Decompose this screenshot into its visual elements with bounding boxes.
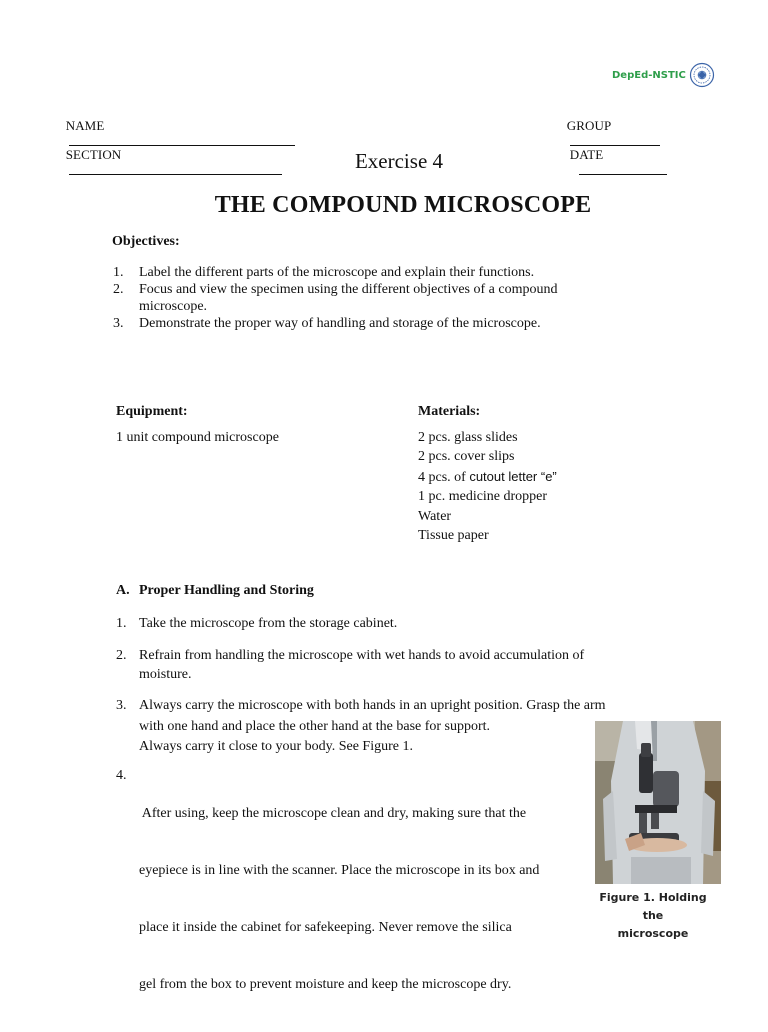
step-item — [116, 614, 397, 633]
figure-caption — [590, 889, 716, 943]
name-label: NAME — [65, 118, 105, 133]
step-number: 4. — [116, 768, 127, 783]
step-number: 1. — [116, 616, 127, 631]
step-line: gel from the box to prevent moisture and keep the microscope dry. — [139, 977, 512, 992]
objective-item — [113, 315, 613, 332]
date-label: DATE — [569, 147, 604, 162]
brand-header — [612, 62, 715, 88]
objective-item — [113, 264, 613, 281]
objective-item — [113, 281, 613, 315]
deped-logo-icon — [689, 62, 715, 88]
step-line: Always carry it close to your body. See Figure 1. — [139, 739, 413, 754]
step-line: Always carry the microscope with both hands in an upright position. Grasp the arm — [139, 698, 606, 713]
material-item: 2 pcs. glass slides — [418, 430, 518, 445]
equipment-item: 1 unit compound microscope — [116, 430, 279, 445]
materials-heading: Materials: — [418, 404, 481, 419]
material-item: Tissue paper — [418, 528, 489, 544]
material-item: Water — [418, 508, 452, 524]
step-line: place it inside the cabinet for safekeeping. Never remove the silica — [139, 920, 512, 935]
material-item: 1 pc. medicine dropper — [418, 489, 548, 505]
material-item-cutout: cutout letter “e” — [469, 468, 557, 484]
step-line: moisture. — [139, 667, 192, 682]
objectives-list — [113, 264, 613, 332]
step-number: 3. — [116, 698, 127, 713]
step-item — [116, 766, 539, 1032]
figure-caption-line: microscope — [617, 927, 689, 940]
step-line: Refrain from handling the microscope with wet hands to avoid accumulation of — [139, 648, 585, 663]
objectives-heading: Objectives: — [112, 234, 180, 249]
materials-list — [418, 428, 557, 545]
section-a-title: Proper Handling and Storing — [139, 583, 314, 598]
step-line: eyepiece is in line with the scanner. Place the microscope in its box and — [139, 863, 540, 878]
step-line: Take the microscope from the storage cabinet. — [139, 616, 398, 631]
exercise-number: Exercise 4 — [354, 149, 444, 173]
equipment-heading: Equipment: — [116, 404, 188, 419]
objective-number: 1. — [113, 265, 124, 280]
objective-number: 2. — [113, 282, 124, 297]
objective-text: Demonstrate the proper way of handling and storage of the microscope. — [139, 316, 541, 331]
objective-text: Label the different parts of the microscope and explain their functions. — [139, 265, 535, 280]
material-item — [418, 467, 557, 487]
step-number: 2. — [116, 648, 127, 663]
material-item-prefix: 4 pcs. of — [418, 469, 466, 485]
step-item — [116, 646, 584, 684]
step-line: After using, keep the microscope clean and dry, making sure that the — [139, 806, 527, 821]
objective-number: 3. — [113, 316, 124, 331]
figure-photo — [595, 721, 721, 884]
figure-caption-line: Figure 1. Holding the — [599, 891, 707, 922]
brand-name: DepEd-NSTIC — [612, 69, 686, 81]
step-line: with one hand and place the other hand at the base for support. — [139, 718, 491, 734]
page-title: THE COMPOUND MICROSCOPE — [214, 192, 592, 218]
material-item: 2 pcs. cover slips — [418, 449, 515, 465]
section-a-heading — [116, 583, 314, 599]
section-a-letter: A. — [116, 583, 130, 598]
objective-text: Focus and view the specimen using the different objectives of a compound microscope. — [139, 282, 558, 314]
group-label: GROUP — [566, 118, 612, 133]
step-item — [116, 696, 606, 758]
section-label: SECTION — [65, 147, 122, 162]
